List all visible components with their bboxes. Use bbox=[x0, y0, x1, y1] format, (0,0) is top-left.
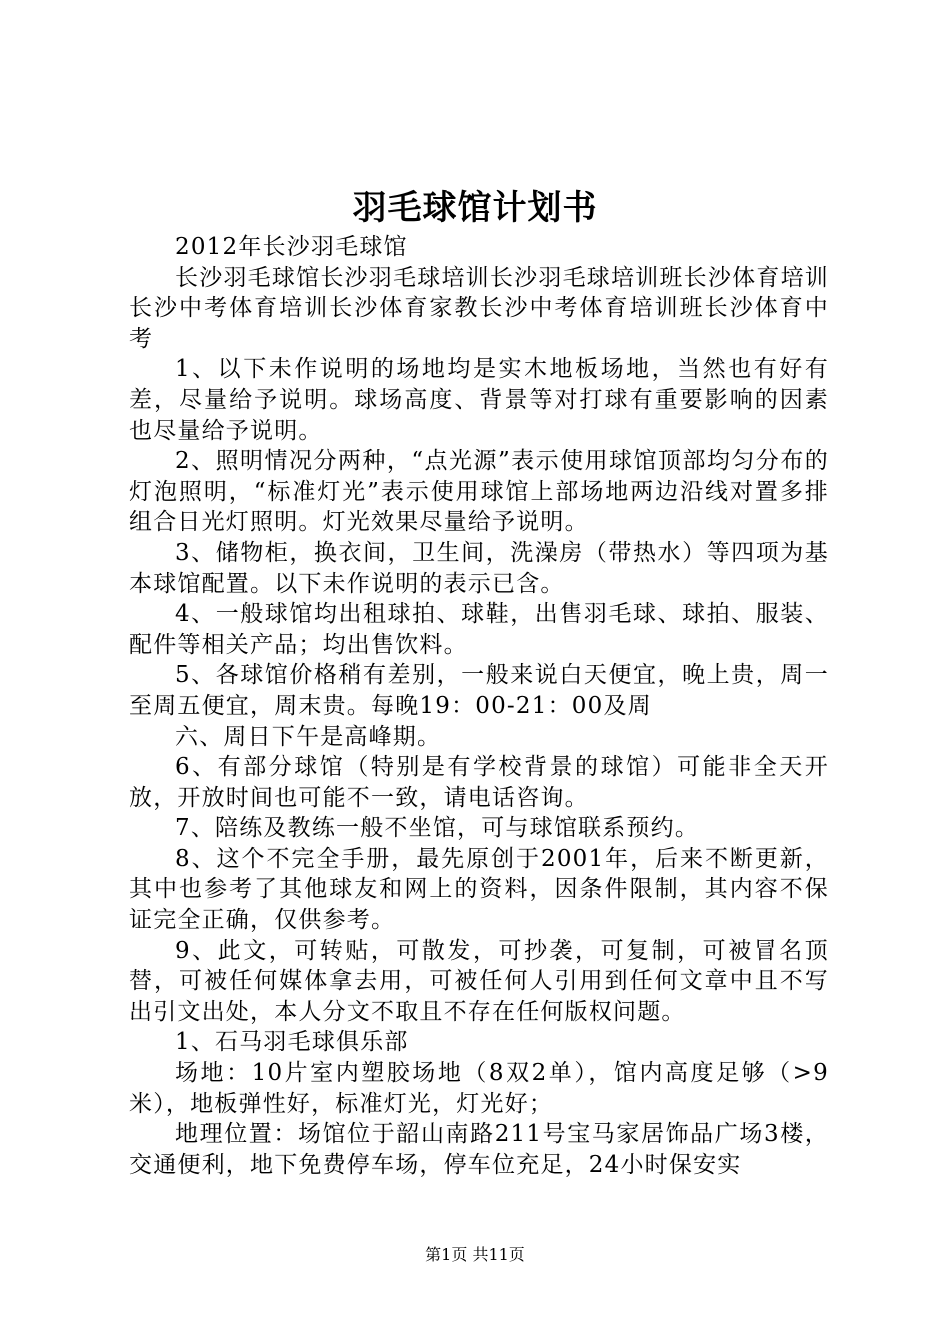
paragraph: 1、以下未作说明的场地均是实木地板场地，当然也有好有差，尽量给予说明。球场高度、背景等对打球有重要影响的因素也尽量给予说明。 bbox=[129, 356, 829, 444]
paragraph: 6、有部分球馆（特别是有学校背景的球馆）可能非全天开放，开放时间也可能不一致，请电话咨询。 bbox=[129, 754, 829, 811]
paragraph: 长沙羽毛球馆长沙羽毛球培训长沙羽毛球培训班长沙体育培训长沙中考体育培训长沙体育家教长沙中考体育培训班长沙体育中考 bbox=[129, 264, 829, 352]
paragraph: 5、各球馆价格稍有差别，一般来说白天便宜，晚上贵，周一至周五便宜，周末贵。每晚19：00-21：00及周 bbox=[129, 662, 829, 719]
paragraph: 7、陪练及教练一般不坐馆，可与球馆联系预约。 bbox=[175, 815, 700, 842]
page-number-footer: 第1页 共11页 bbox=[425, 1245, 525, 1264]
paragraph: 六、周日下午是高峰期。 bbox=[175, 723, 442, 750]
document-title: 羽毛球馆计划书 bbox=[352, 188, 598, 228]
paragraph: 2、照明情况分两种，“点光源”表示使用球馆顶部均匀分布的灯泡照明，“标准灯光”表示使用球馆上部场地两边沿线对置多排组合日光灯照明。灯光效果尽量给予说明。 bbox=[129, 448, 829, 536]
paragraph: 2012年长沙羽毛球馆 bbox=[175, 234, 408, 260]
paragraph: 地理位置：场馆位于韶山南路211号宝马家居饰品广场3楼，交通便利，地下免费停车场，停车位充足，24小时保安实 bbox=[129, 1121, 829, 1178]
paragraph: 场地：10片室内塑胶场地（8双2单），馆内高度足够（>9米），地板弹性好，标准灯光，灯光好； bbox=[129, 1060, 829, 1117]
paragraph: 4、一般球馆均出租球拍、球鞋，出售羽毛球、球拍、服装、配件等相关产品；均出售饮料。 bbox=[129, 601, 829, 658]
paragraph: 9、此文，可转贴，可散发，可抄袭，可复制，可被冒名顶替，可被任何媒体拿去用，可被任何人引用到任何文章中且不写出引文出处，本人分文不取且不存在任何版权问题。 bbox=[129, 937, 829, 1025]
document-body bbox=[129, 232, 829, 1180]
paragraph: 8、这个不完全手册，最先原创于2001年，后来不断更新，其中也参考了其他球友和网上的资料，因条件限制，其内容不保证完全正确，仅供参考。 bbox=[129, 845, 829, 934]
paragraph: 1、石马羽毛球俱乐部 bbox=[175, 1029, 409, 1056]
paragraph: 3、储物柜，换衣间，卫生间，洗澡房（带热水）等四项为基本球馆配置。以下未作说明的表示已含。 bbox=[129, 539, 829, 597]
